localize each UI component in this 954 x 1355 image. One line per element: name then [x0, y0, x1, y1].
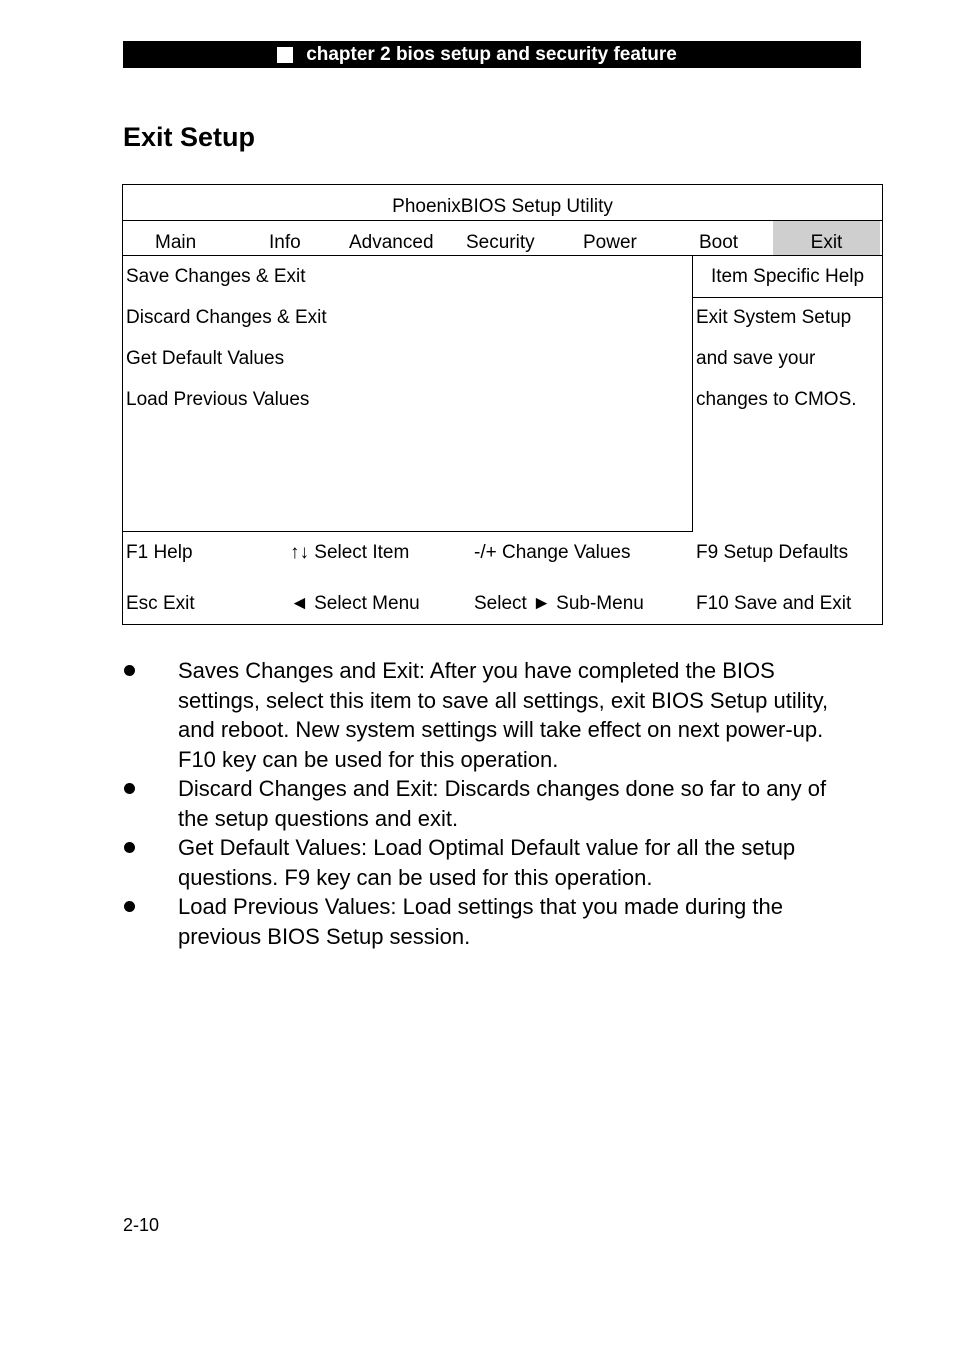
footer-change-values: -/+ Change Values — [474, 542, 631, 563]
item-get-default-values[interactable]: Get Default Values — [126, 348, 285, 369]
chapter-header-bar — [123, 41, 861, 68]
menu-boot[interactable]: Boot — [699, 232, 739, 253]
description-list — [123, 656, 863, 951]
footer-f10-save-exit: F10 Save and Exit — [696, 593, 852, 614]
item-discard-changes-exit[interactable]: Discard Changes & Exit — [126, 307, 327, 328]
footer-esc-exit: Esc Exit — [126, 593, 195, 614]
menu-power[interactable]: Power — [583, 232, 637, 253]
list-item — [123, 774, 863, 833]
list-item-line: Discard Changes and Exit: Discards changes done so far to any of — [178, 776, 827, 801]
list-item — [123, 656, 863, 774]
menu-security[interactable]: Security — [466, 232, 535, 253]
bullet-icon — [124, 842, 135, 853]
list-item-line: the setup questions and exit. — [178, 805, 459, 831]
bullet-icon — [124, 901, 135, 912]
list-item-line: settings, select this item to save all settings, exit BIOS Setup utility, — [178, 687, 829, 713]
bullet-icon — [124, 783, 135, 794]
footer-f9-setup-defaults: F9 Setup Defaults — [696, 542, 849, 563]
item-save-changes-exit[interactable]: Save Changes & Exit — [126, 266, 306, 287]
menu-exit[interactable]: Exit — [773, 221, 880, 255]
help-title: Item Specific Help — [693, 256, 882, 298]
footer-sub-menu: Select ► Sub-Menu — [474, 593, 644, 614]
bios-items-panel — [123, 256, 693, 532]
menu-advanced[interactable]: Advanced — [349, 232, 434, 253]
section-title: Exit Setup — [123, 122, 256, 152]
help-line-1: Exit System Setup — [696, 307, 852, 328]
menu-main[interactable]: Main — [155, 232, 197, 253]
footer-f1-help: F1 Help — [126, 542, 193, 563]
chapter-title: chapter 2 bios setup and security feature — [306, 43, 677, 65]
list-item-line: previous BIOS Setup session. — [178, 923, 471, 949]
list-item — [123, 892, 863, 951]
bios-screen — [122, 184, 883, 625]
list-item-line: Get Default Values: Load Optimal Default value for all the setup — [178, 835, 796, 860]
bios-menu-bar — [123, 221, 882, 256]
list-item-line: and reboot. New system settings will take effect on next power-up. — [178, 717, 824, 742]
bullet-icon — [124, 665, 135, 676]
list-item-line: Load Previous Values: Load settings that you made during the — [178, 894, 783, 919]
help-line-3: changes to CMOS. — [696, 389, 857, 410]
list-item-line: Saves Changes and Exit: After you have completed the BIOS — [178, 658, 775, 683]
list-item — [123, 833, 863, 892]
header-square-icon — [277, 47, 293, 63]
list-item-line: questions. F9 key can be used for this operation. — [178, 864, 653, 890]
item-load-previous-values[interactable]: Load Previous Values — [126, 389, 310, 410]
footer-select-menu: ◄ Select Menu — [290, 593, 420, 614]
footer-select-item: ↑↓ Select Item — [290, 542, 410, 563]
menu-info[interactable]: Info — [269, 232, 301, 253]
page-number: 2-10 — [123, 1215, 160, 1235]
list-item-line: F10 key can be used for this operation. — [178, 746, 559, 772]
help-line-2: and save your — [696, 348, 816, 369]
bios-title: PhoenixBIOS Setup Utility — [123, 185, 882, 221]
